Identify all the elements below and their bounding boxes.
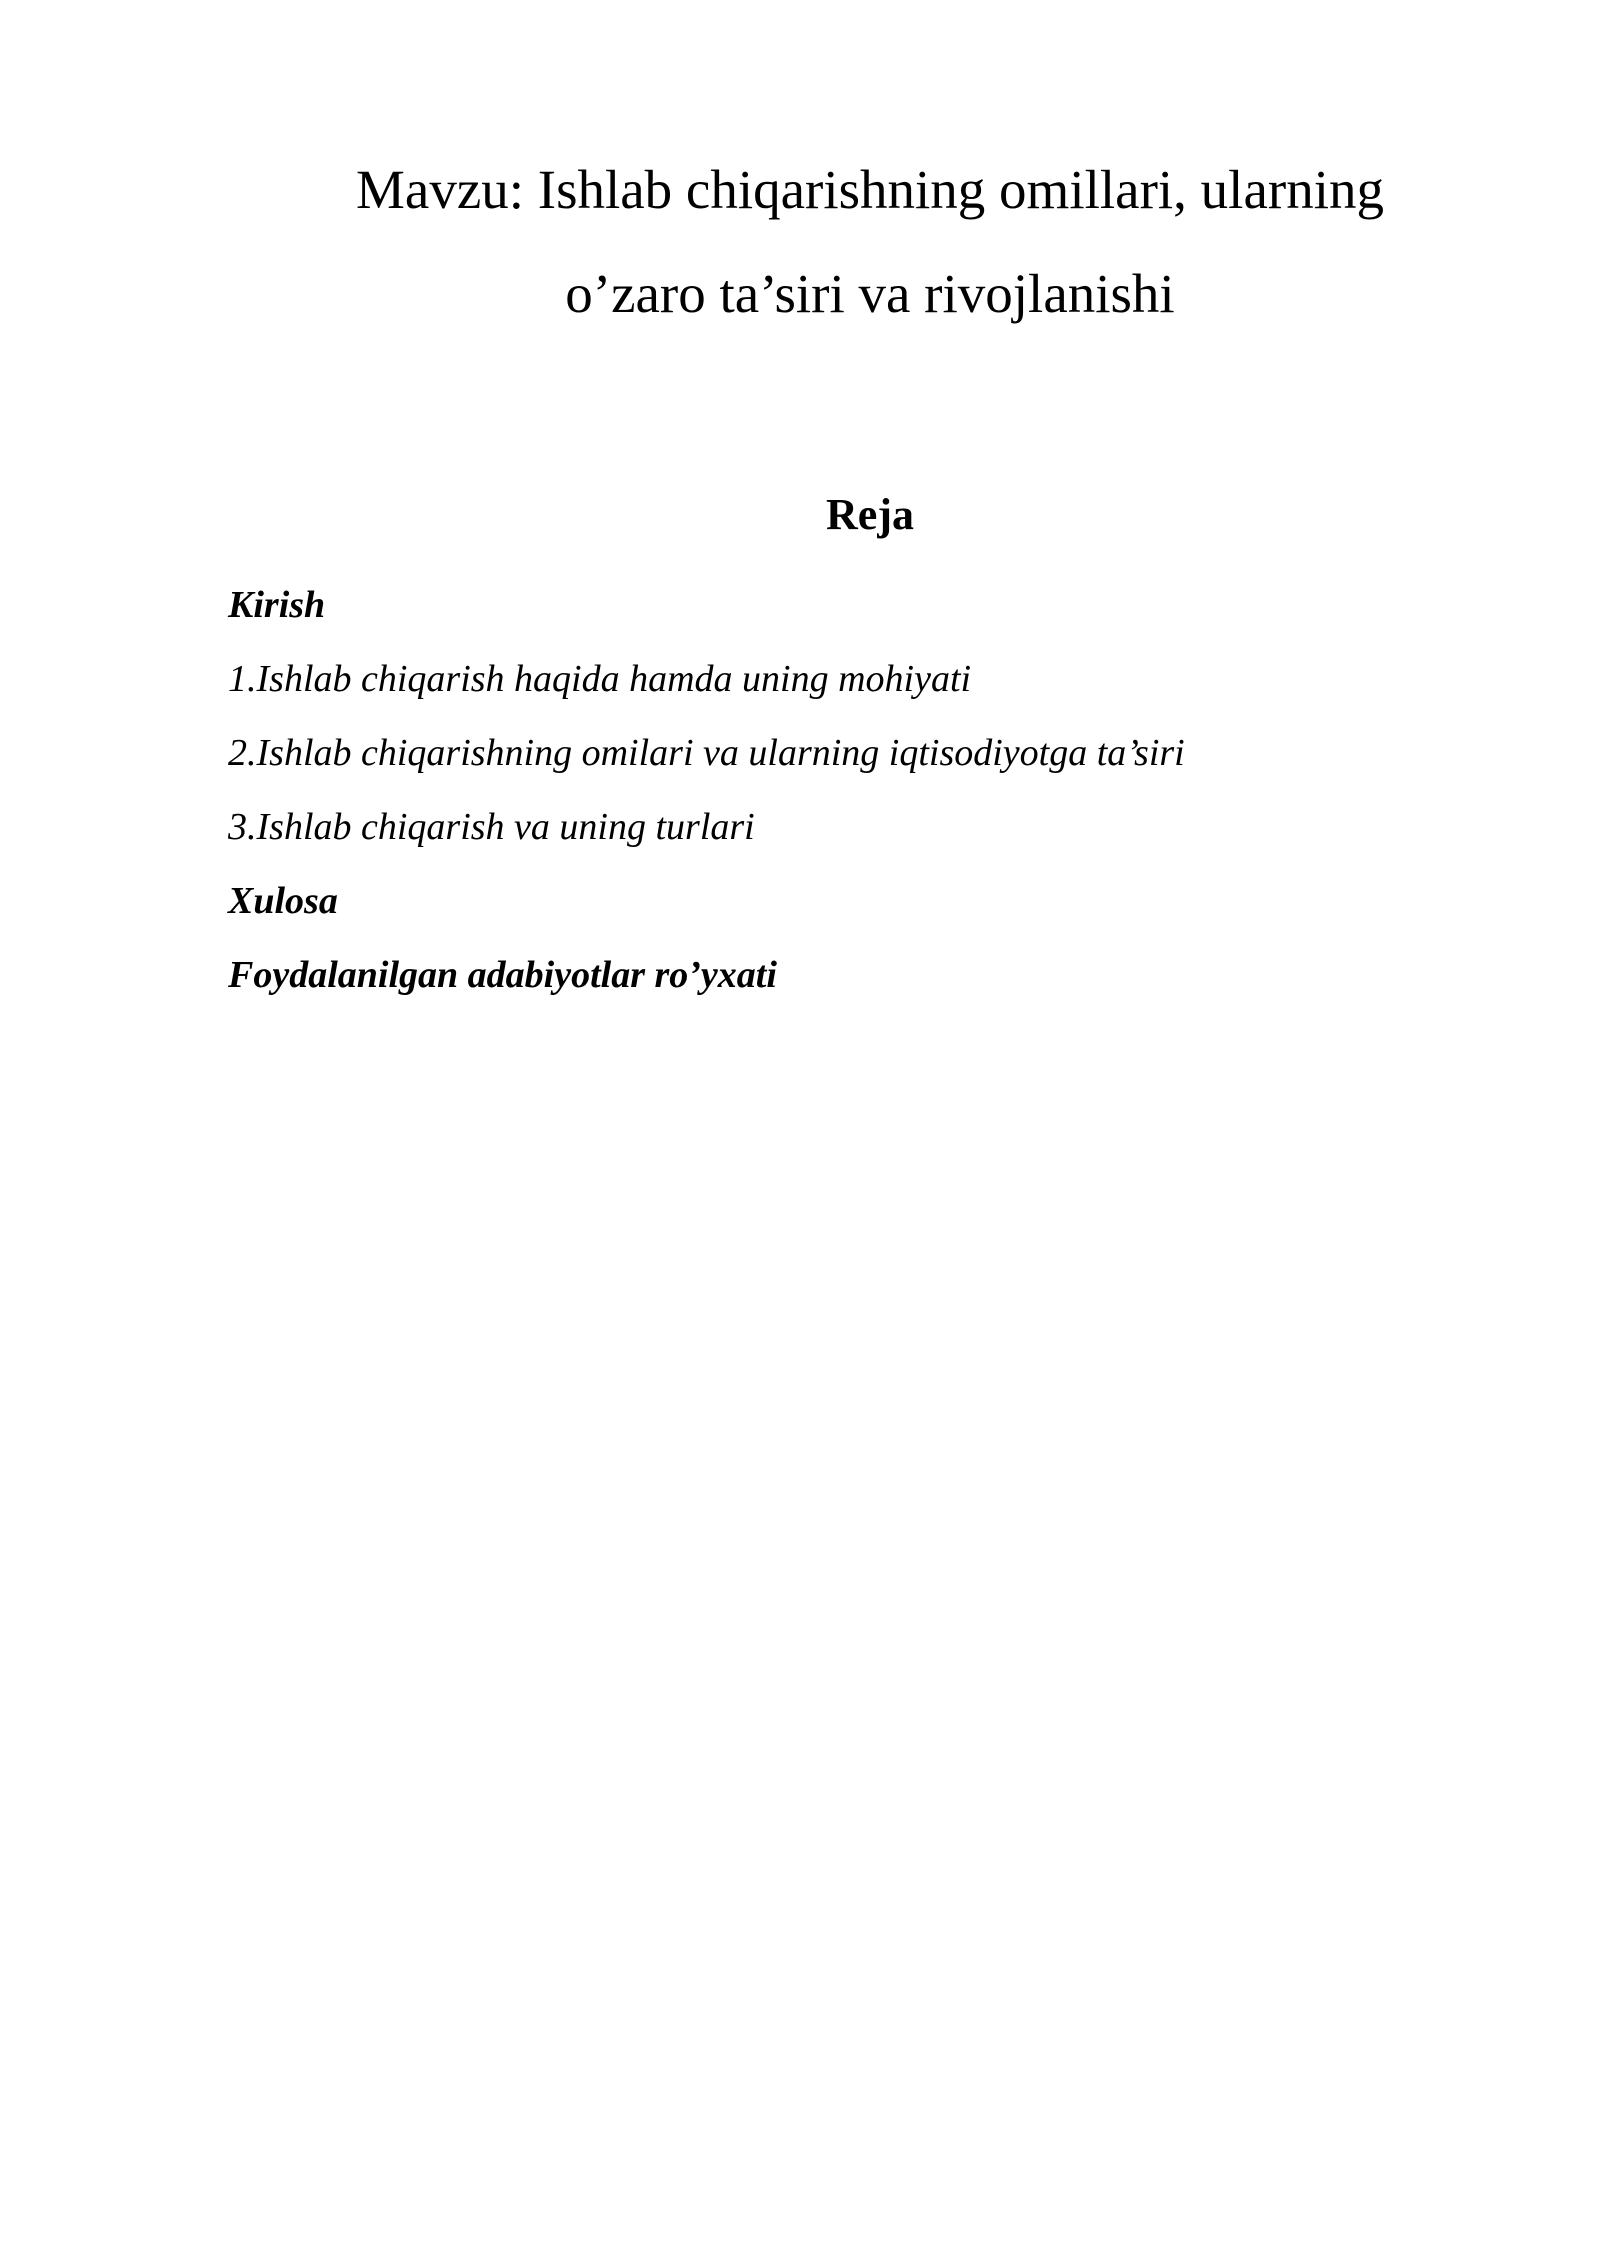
- plan-item-1: 1.Ishlab chiqarish haqida hamda uning mohiyati: [228, 658, 972, 700]
- document-title-line-2: o’zaro ta’siri va rivojlanishi: [565, 263, 1175, 324]
- plan-item-intro: Kirish: [228, 584, 326, 626]
- plan-item-2: 2.Ishlab chiqarishning omilari va ularning iqtisodiyotga ta’siri: [228, 732, 1185, 774]
- plan-item-conclusion: Xulosa: [228, 880, 338, 922]
- plan-heading: Reja: [826, 490, 914, 539]
- plan-item-references: Foydalanilgan adabiyotlar ro’yxati: [228, 954, 777, 996]
- plan-item-3: 3.Ishlab chiqarish va uning turlari: [228, 806, 755, 848]
- document-title-line-1: Mavzu: Ishlab chiqarishning omillari, ularning: [356, 159, 1384, 220]
- plan-list: [228, 568, 1185, 1012]
